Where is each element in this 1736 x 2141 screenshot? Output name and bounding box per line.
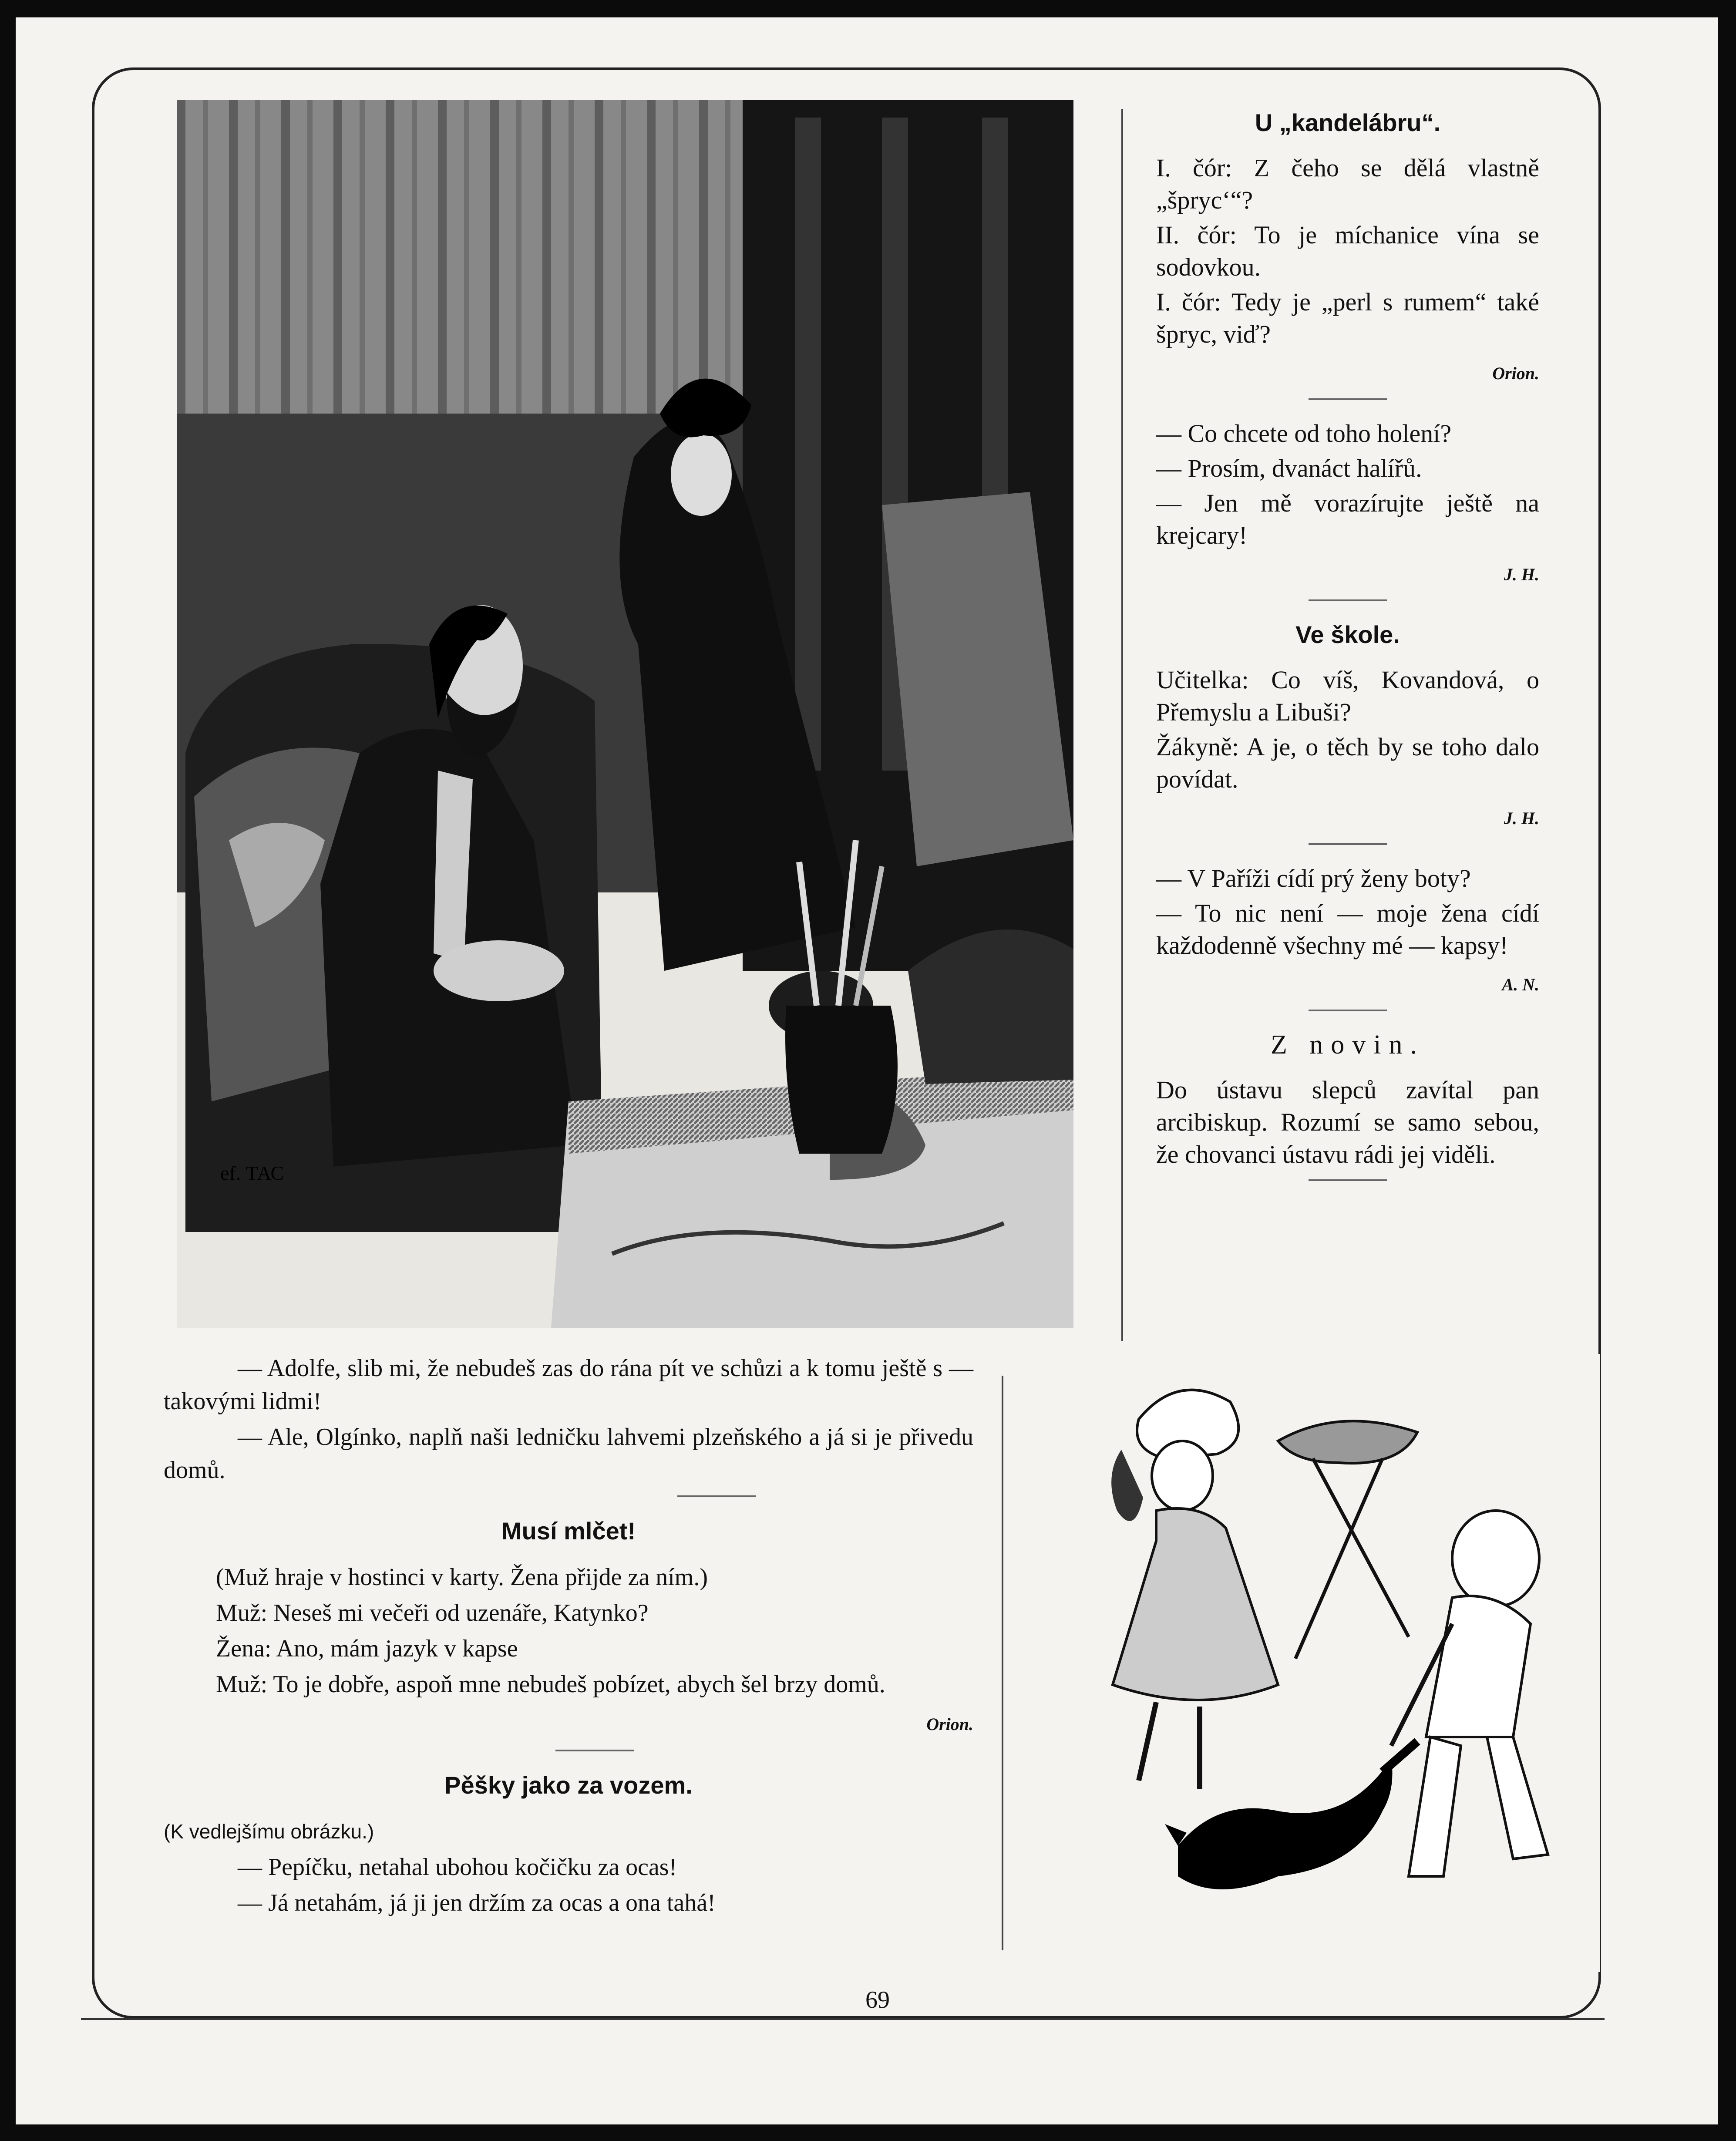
joke-signature: A. N. <box>1502 975 1539 994</box>
joke-title: Musí mlčet! <box>501 1517 636 1545</box>
joke-musi-mlcet <box>164 1515 973 1751</box>
joke-holeni <box>1156 417 1539 601</box>
joke-kandelabr <box>1156 107 1539 400</box>
joke-line: — Prosím, dvanáct halířů. <box>1156 454 1422 482</box>
joke-line: — Co chcete od toho holení? <box>1156 419 1452 448</box>
joke-line: — Pepíčku, netahal ubohou kočičku za ocas! <box>238 1854 677 1881</box>
joke-line: II. čór: To je míchanice vína se sodovkou. <box>1156 221 1539 281</box>
separator <box>1309 1010 1387 1011</box>
magazine-page <box>16 17 1718 2124</box>
joke-line: — Adolfe, slib mi, že nebudeš zas do rána pít ve schůzi a k tomu ještě s — takovými lidmi! <box>164 1355 973 1415</box>
joke-title: U „kandelábru“. <box>1255 109 1441 136</box>
parlour-illustration <box>177 100 1073 1328</box>
joke-line: Učitelka: Co víš, Kovandová, o Přemyslu a Libuši? <box>1156 666 1539 726</box>
joke-line: Do ústavu slepců zavítal pan arcibiskup. Rozumí se samo sebou, že chovanci ústavu rádi jej viděli. <box>1156 1076 1539 1168</box>
right-column <box>1156 107 1539 1198</box>
column-divider-top <box>1121 109 1123 1341</box>
joke-signature: Orion. <box>1492 364 1539 383</box>
separator <box>677 1495 756 1497</box>
separator <box>1309 398 1387 400</box>
joke-parizi <box>1156 862 1539 1011</box>
children-cat-illustration <box>1034 1354 1600 1972</box>
page-number: 69 <box>834 1986 921 2014</box>
joke-line: (Muž hraje v hostinci v karty. Žena přijde za ním.) <box>216 1564 708 1591</box>
separator <box>1309 599 1387 601</box>
joke-line: — To nic není — moje žena cídí každodenně všechny mé — kapsy! <box>1156 899 1539 959</box>
joke-line: I. čór: Z čeho se dělá vlastně „šprycʻ“? <box>1156 154 1539 214</box>
separator <box>1309 843 1387 845</box>
illustration-signature: ef. ТАС <box>220 1162 284 1184</box>
separator <box>1309 1179 1387 1181</box>
joke-title: Ve škole. <box>1295 621 1400 648</box>
joke-ve-skole <box>1156 619 1539 845</box>
joke-title: Z novin. <box>1270 1030 1425 1060</box>
joke-pesky <box>164 1769 973 1919</box>
joke-line: I. čór: Tedy je „perl s rumem“ také špryc, viď? <box>1156 288 1539 348</box>
joke-line: — Jen mě vorazírujte ještě na krejcary! <box>1156 489 1539 549</box>
joke-line: Žákyně: A je, o těch by se toho dalo povídat. <box>1156 733 1539 793</box>
joke-line: — V Paříži cídí prý ženy boty? <box>1156 864 1471 892</box>
joke-signature: J. H. <box>1504 565 1539 584</box>
left-column <box>164 1352 973 1922</box>
joke-line: Muž: To je dobře, aspoň mne nebudeš pobízet, abych šel brzy domů. <box>216 1671 885 1698</box>
separator <box>555 1750 634 1751</box>
frame-bottom-rule <box>81 2018 1605 2020</box>
joke-title: Pěšky jako za vozem. <box>444 1771 693 1799</box>
joke-line: — Ale, Olgínko, naplň naši ledničku lahvemi plzeňského a já si je přivedu domů. <box>164 1424 973 1484</box>
joke-signature: J. H. <box>1504 808 1539 828</box>
joke-adolfe <box>164 1352 973 1497</box>
joke-line: Žena: Ano, mám jazyk v kapse <box>216 1635 518 1662</box>
column-divider-bottom <box>1002 1376 1003 1950</box>
joke-line: — Já netahám, já ji jen držím za ocas a ona tahá! <box>238 1889 716 1916</box>
joke-subtitle: (K vedlejšímu obrázku.) <box>164 1820 374 1843</box>
joke-signature: Orion. <box>926 1714 973 1734</box>
joke-z-novin <box>1156 1029 1539 1181</box>
joke-line: Muž: Neseš mi večeři od uzenáře, Katynko? <box>216 1599 649 1626</box>
